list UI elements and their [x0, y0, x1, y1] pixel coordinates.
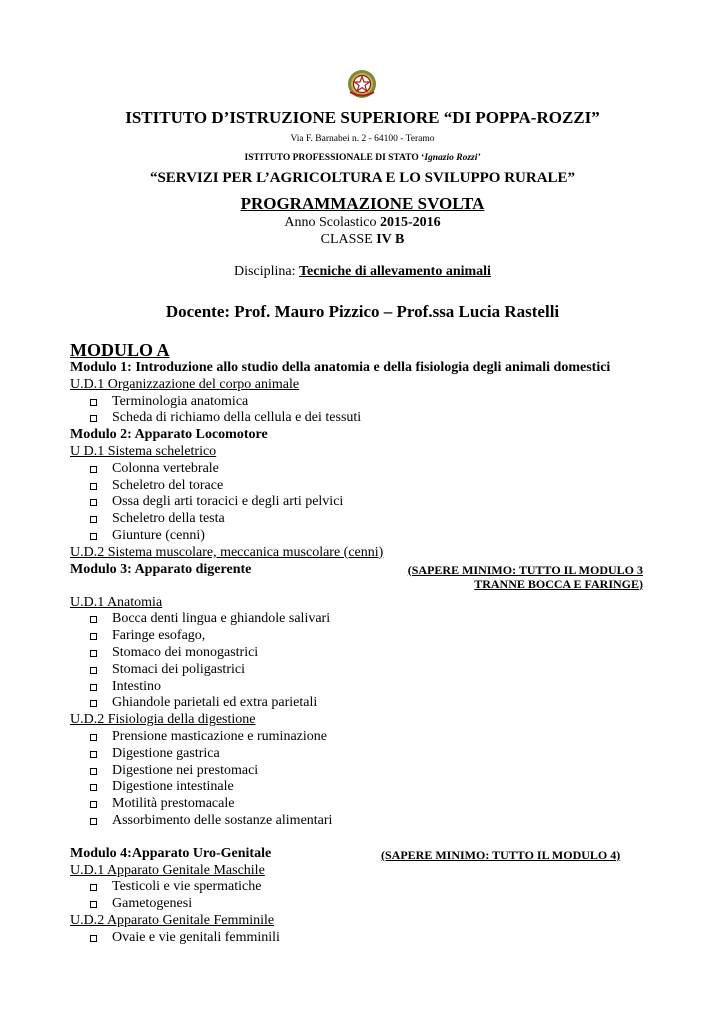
modulo-3-sapere-minimo: [385, 563, 643, 591]
list-item-text: Testicoli e vie spermatiche: [112, 879, 262, 895]
modulo-2-title: Modulo 2: Apparato Locomotore: [70, 427, 268, 443]
list-item: [70, 611, 670, 628]
list-item: [70, 478, 670, 495]
programmazione-title: PROGRAMMAZIONE SVOLTA: [240, 194, 485, 213]
checkbox-bullet-icon: [90, 650, 97, 657]
checkbox-bullet-icon: [90, 499, 97, 506]
checkbox-bullet-icon: [90, 751, 97, 758]
classe-label: CLASSE: [320, 232, 377, 247]
modulo-4-ud1-title: U.D.1 Apparato Genitale Maschile: [70, 862, 265, 878]
modulo-3-title: Modulo 3: Apparato digerente: [70, 561, 252, 577]
italian-republic-emblem-icon: [346, 68, 378, 100]
checkbox-bullet-icon: [90, 801, 97, 808]
modulo-a-heading: MODULO A: [70, 340, 170, 360]
classe-value: IV B: [376, 232, 405, 247]
list-item: [70, 628, 670, 645]
modulo-4-sapere-minimo: (SAPERE MINIMO: TUTTO IL MODULO 4): [381, 847, 621, 862]
list-item-text: Prensione masticazione e ruminazione: [112, 728, 327, 744]
list-item-text: Digestione gastrica: [112, 745, 220, 761]
list-item-text: Ovaie e vie genitali femminili: [112, 929, 280, 945]
list-item-text: Gametogenesi: [112, 896, 193, 912]
list-item-text: Bocca denti lingua e ghiandole salivari: [112, 611, 331, 627]
sapere-minimo-line: TRANNE BOCCA E FARINGE): [474, 576, 643, 591]
ips-prefix: ISTITUTO PROFESSIONALE DI STATO ‘: [244, 153, 425, 163]
modulo-2-ud1-title: U D.1 Sistema scheletrico: [70, 443, 217, 459]
modulo-4-title: Modulo 4:Apparato Uro-Genitale: [70, 845, 272, 861]
list-item: [70, 410, 670, 427]
docente: Docente: Prof. Mauro Pizzico – Prof.ssa Lucia Rastelli: [165, 302, 560, 321]
modulo-1-title: Modulo 1: Introduzione allo studio della anatomia e della fisiologia degli animali domestici: [70, 360, 611, 375]
list-item-text: Scheletro del torace: [112, 477, 224, 493]
checkbox-bullet-icon: [90, 734, 97, 741]
checkbox-bullet-icon: [90, 901, 97, 908]
checkbox-bullet-icon: [90, 818, 97, 825]
checkbox-bullet-icon: [90, 684, 97, 691]
spacer: [70, 830, 670, 846]
list-item: [70, 813, 670, 830]
servizi-title: “SERVIZI PER L’AGRICOLTURA E LO SVILUPPO RURALE”: [149, 170, 576, 186]
list-item: [70, 394, 670, 411]
checkbox-bullet-icon: [90, 768, 97, 775]
list-item: [70, 729, 670, 746]
anno-scolastico: [0, 215, 725, 231]
anno-value: 2015-2016: [379, 215, 441, 230]
programma-content: [70, 340, 670, 947]
modulo-3-header: [70, 562, 670, 595]
modulo-4-header: [70, 846, 670, 863]
list-item: [70, 879, 670, 896]
checkbox-bullet-icon: [90, 483, 97, 490]
modulo-2-ud2-title: U.D.2 Sistema muscolare, meccanica muscolare (cenni): [70, 544, 384, 560]
list-item: [70, 645, 670, 662]
list-item-text: Faringe esofago,: [112, 628, 206, 644]
list-item-text: Colonna vertebrale: [112, 460, 219, 476]
disciplina-value: Tecniche di allevamento animali: [298, 264, 491, 279]
list-item-text: Assorbimento delle sostanze alimentari: [112, 812, 333, 828]
checkbox-bullet-icon: [90, 700, 97, 707]
checkbox-bullet-icon: [90, 415, 97, 422]
list-item-text: Intestino: [112, 678, 161, 694]
list-item-text: Scheletro della testa: [112, 511, 225, 527]
list-item: [70, 695, 670, 712]
list-item: [70, 511, 670, 528]
list-item: [70, 528, 670, 545]
list-item: [70, 679, 670, 696]
list-item-text: Motilità prestomacale: [112, 796, 235, 812]
checkbox-bullet-icon: [90, 784, 97, 791]
list-item: [70, 896, 670, 913]
list-item: [70, 796, 670, 813]
checkbox-bullet-icon: [90, 935, 97, 942]
checkbox-bullet-icon: [90, 466, 97, 473]
list-item: [70, 779, 670, 796]
list-item-text: Giunture (cenni): [112, 527, 205, 543]
modulo-4-ud2-title: U.D.2 Apparato Genitale Femminile: [70, 912, 275, 928]
list-item: [70, 461, 670, 478]
istituto-professionale: [0, 153, 725, 163]
list-item: [70, 662, 670, 679]
list-item-text: Stomaci dei poligastrici: [112, 661, 245, 677]
list-item-text: Terminologia anatomica: [112, 393, 249, 409]
list-item: [70, 494, 670, 511]
list-item-text: Scheda di richiamo della cellula e dei tessuti: [112, 410, 362, 426]
disciplina: [0, 264, 725, 280]
sapere-minimo-line: (SAPERE MINIMO: TUTTO IL MODULO 3: [407, 562, 643, 577]
classe: [0, 232, 725, 248]
checkbox-bullet-icon: [90, 633, 97, 640]
list-item-text: Ghiandole parietali ed extra parietali: [112, 695, 318, 711]
modulo-3-ud2-title: U.D.2 Fisiologia della digestione: [70, 712, 256, 728]
modulo-3-ud1-title: U.D.1 Anatomia: [70, 594, 163, 610]
checkbox-bullet-icon: [90, 533, 97, 540]
anno-label: Anno Scolastico: [284, 215, 380, 230]
checkbox-bullet-icon: [90, 399, 97, 406]
modulo-1-ud1-title: U.D.1 Organizzazione del corpo animale: [70, 376, 300, 392]
list-item: [70, 746, 670, 763]
list-item: [70, 763, 670, 780]
list-item-text: Digestione nei prestomaci: [112, 762, 259, 778]
list-item-text: Digestione intestinale: [112, 779, 234, 795]
list-item: [70, 930, 670, 947]
school-name: ISTITUTO D’ISTRUZIONE SUPERIORE “DI POPPA-ROZZI”: [125, 108, 600, 127]
checkbox-bullet-icon: [90, 667, 97, 674]
disciplina-label: Disciplina:: [234, 264, 299, 279]
list-item-text: Stomaco dei monogastrici: [112, 644, 259, 660]
checkbox-bullet-icon: [90, 884, 97, 891]
ips-name: Ignazio Rozzi’: [424, 153, 481, 163]
list-item-text: Ossa degli arti toracici e degli arti pelvici: [112, 494, 344, 510]
checkbox-bullet-icon: [90, 616, 97, 623]
school-address: Via F. Barnabei n. 2 - 64100 - Teramo: [290, 134, 435, 144]
checkbox-bullet-icon: [90, 516, 97, 523]
